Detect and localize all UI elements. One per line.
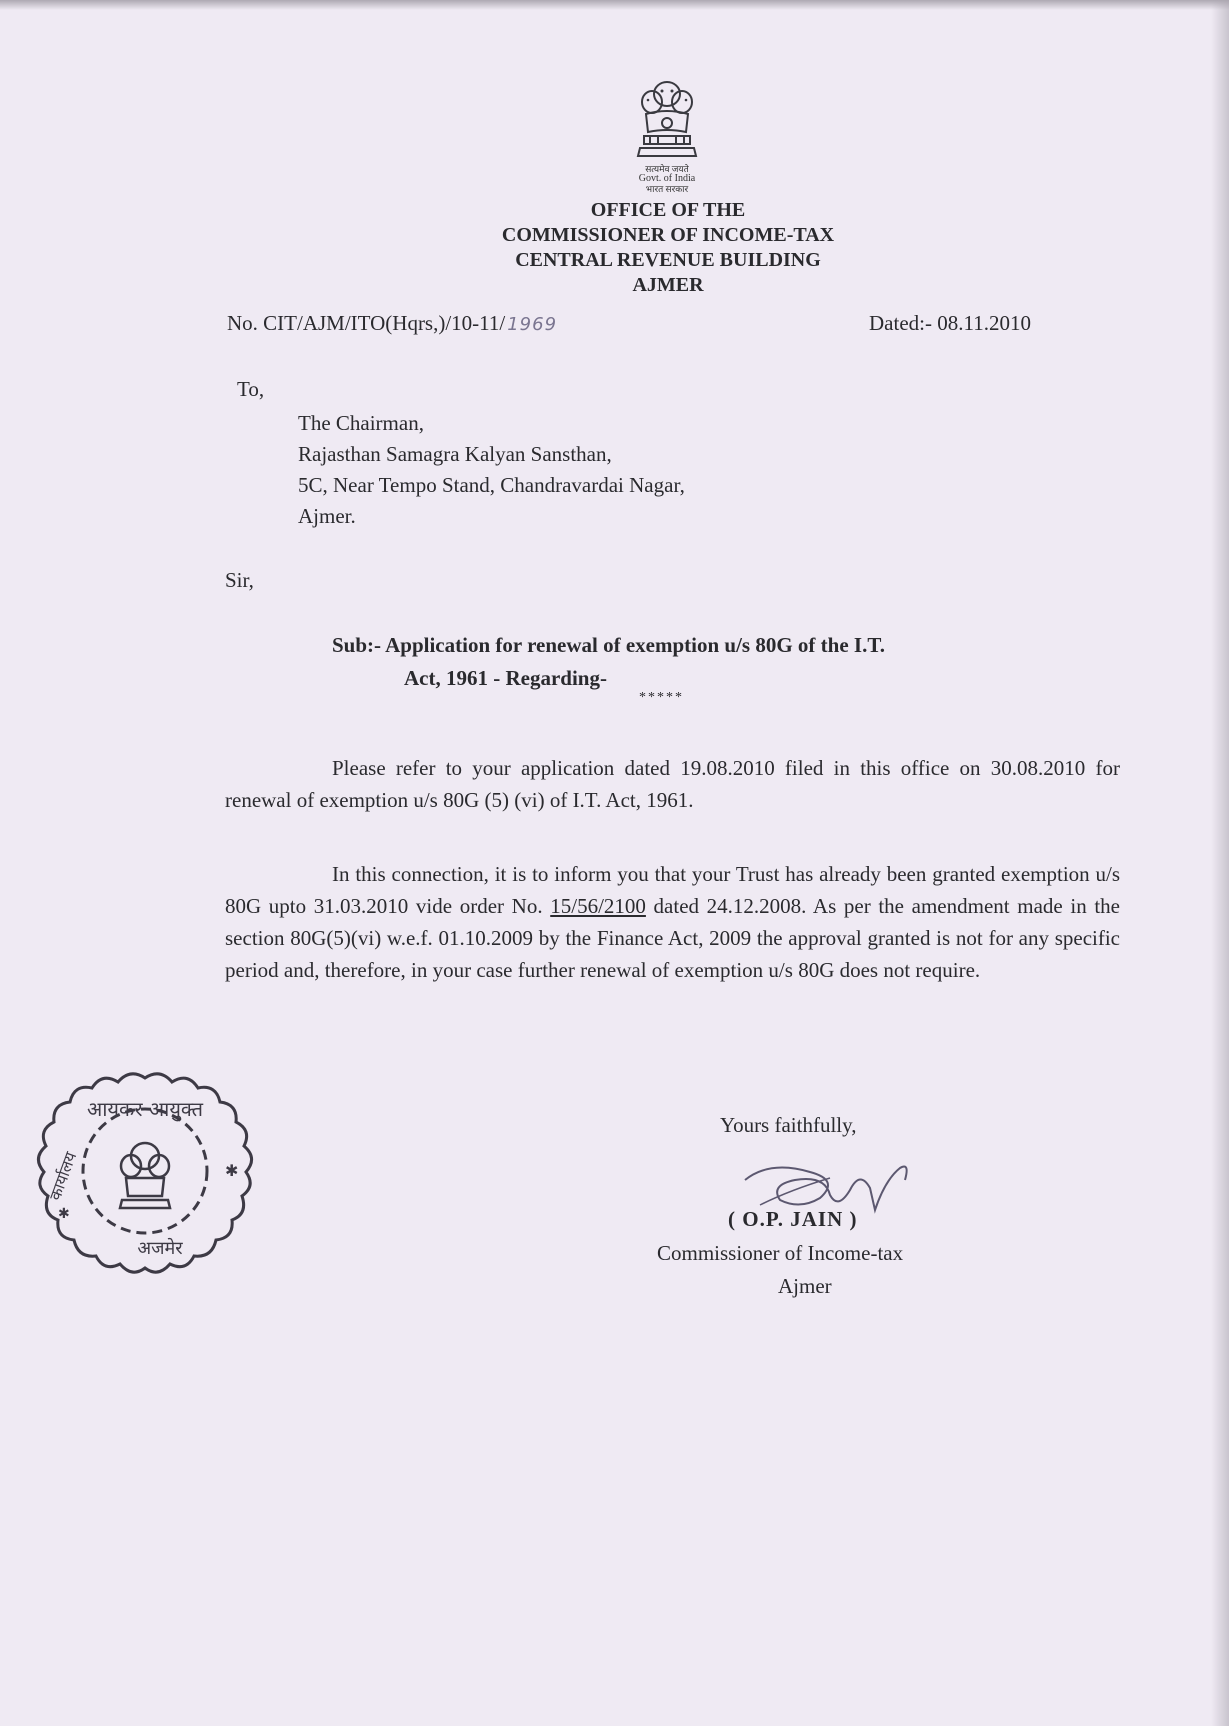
scan-edge-right <box>1211 0 1229 1726</box>
emblem-motto: सत्यमेव जयते <box>645 164 689 174</box>
seal-icon <box>20 1058 270 1308</box>
reference-text: No. CIT/AJM/ITO(Hqrs,)/10-11/ <box>227 311 506 335</box>
emblem-icon <box>632 74 702 164</box>
handwritten-dispatch-number: 1969 <box>507 314 558 335</box>
subject-line-1: Sub:- Application for renewal of exemption u/s 80G of the I.T. <box>332 633 886 657</box>
section-reference: 80G(5)(vi) <box>290 926 382 950</box>
valediction: Yours faithfully, <box>720 1113 857 1137</box>
address-line: Rajasthan Samagra Kalyan Sansthan, <box>298 442 612 466</box>
header-line-1: OFFICE OF THE <box>590 199 746 221</box>
address-line: The Chairman, <box>298 411 424 435</box>
letter-date: Dated:- 08.11.2010 <box>869 311 1031 335</box>
office-header <box>400 198 936 298</box>
address-line: 5C, Near Tempo Stand, Chandravardai Nagar, <box>298 473 685 497</box>
address-line: Ajmer. <box>298 504 356 528</box>
emblem-label: Govt. of India <box>638 173 696 184</box>
subject-line-2: Act, 1961 - Regarding- <box>404 666 607 690</box>
subject-separator: ***** <box>639 690 684 705</box>
svg-text:✱: ✱ <box>58 1206 70 1222</box>
official-seal-stamp <box>20 1058 270 1308</box>
paragraph-2-text-a: In this connection, it is to inform you that your Trust has already been granted exemption u/s 80G upto 31.03.2010 vide order No. <box>225 862 1120 918</box>
paragraph-2-text-b: dated 24.12.2008. As per the amendment made in the section <box>225 894 1120 950</box>
body-paragraph-1 <box>225 752 1120 816</box>
seal-text-top: आयकर आयुक्त <box>86 1097 204 1121</box>
recipient-address <box>298 408 685 532</box>
seal-text-left: कार्यालय <box>45 1149 81 1203</box>
header-line-4: AJMER <box>632 274 704 296</box>
signatory-city: Ajmer <box>778 1274 832 1298</box>
paragraph-1-text: Please refer to your application dated 19.08.2010 filed in this office on 30.08.2010 for renewal of exemption u/s 80G (5) (vi) of I.T. Act, 1961. <box>225 756 1120 812</box>
subject-line <box>332 629 1122 695</box>
scan-edge-top <box>0 0 1229 10</box>
seal-text-bottom: अजमेर <box>137 1238 183 1259</box>
signatory-name: ( O.P. JAIN ) <box>728 1207 858 1231</box>
to-label: To, <box>237 377 265 401</box>
emblem-label-hindi: भारत सरकार <box>645 184 689 194</box>
reference-number <box>227 311 557 336</box>
body-paragraph-2 <box>225 858 1120 986</box>
svg-text:✱: ✱ <box>225 1161 239 1180</box>
national-emblem <box>625 74 709 194</box>
header-line-2: COMMISSIONER OF INCOME-TAX <box>501 224 835 246</box>
signatory-title: Commissioner of Income-tax <box>657 1241 904 1265</box>
salutation: Sir, <box>225 568 254 592</box>
paragraph-2-text-c: w.e.f. 01.10.2009 by the Finance Act, 2009 the approval granted is not for any specific period and, therefore, in your case further renewal of exemption u/s 80G does not require. <box>225 926 1121 982</box>
header-line-3: CENTRAL REVENUE BUILDING <box>515 249 821 271</box>
order-number: 15/56/2100 <box>550 894 646 918</box>
